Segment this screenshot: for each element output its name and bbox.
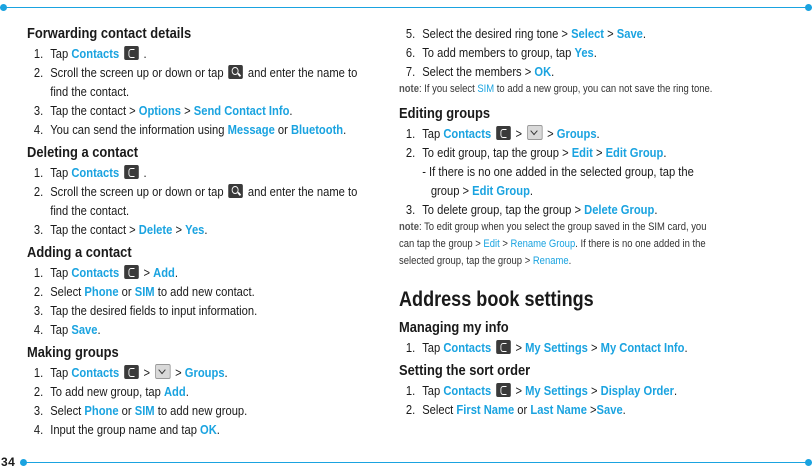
list-item: 2. Select Phone or SIM to add new contact.: [33, 284, 255, 299]
list-item: 1. Tap Contacts > My Settings > Display Order.: [405, 383, 678, 398]
heading-sort-order: Setting the sort order: [399, 362, 531, 379]
list-item: 1. Tap Contacts > > Groups.: [33, 365, 228, 380]
top-right-dot: [805, 4, 812, 11]
contacts-icon: [496, 340, 511, 354]
heading-managing-info: Managing my info: [399, 319, 509, 336]
list-item: 1. Tap Contacts .: [33, 46, 147, 61]
groups-steps: [27, 363, 387, 439]
list-item: 6. To add members to group, tap Yes.: [405, 45, 597, 60]
right-column: [399, 24, 779, 419]
list-item: 4. Tap Save.: [33, 322, 101, 337]
list-item: 3. To delete group, tap the group > Delete Group.: [405, 202, 658, 217]
note-ringtone: note: If you select SIM to add a new group, you can not save the ring tone.: [399, 83, 713, 95]
list-item: 2. Select First Name or Last Name >Save.: [405, 402, 626, 417]
top-rule: [0, 7, 812, 8]
heading-editing: Editing groups: [399, 105, 491, 122]
sub-step-line1: - If there is no one added in the selected group, tap the: [422, 164, 694, 179]
list-item: 4. You can send the information using Message or Bluetooth.: [33, 122, 347, 137]
note-edit-group: note: To edit group when you select the group saved in the SIM card, you can tap the group > Edit > Rename Group. If there is no one added in the selected group, tap the group > Rename.: [399, 221, 707, 267]
list-item: 2. To add new group, tap Add.: [33, 384, 189, 399]
list-item: 2. To edit group, tap the group > Edit > Edit Group.: [405, 145, 667, 160]
contacts-icon: [496, 383, 511, 397]
list-item: 2. Scroll the screen up or down or tap and enter the name to find the contact.: [33, 65, 358, 99]
contacts-icon: [124, 46, 139, 60]
sort-steps: [399, 381, 779, 419]
heading-groups: Making groups: [27, 344, 119, 361]
heading-adding: Adding a contact: [27, 244, 132, 261]
info-steps: [399, 338, 779, 357]
left-column: [27, 24, 387, 439]
list-item: 7. Select the members > OK.: [405, 64, 555, 79]
contacts-icon: [124, 265, 139, 279]
top-left-dot: [0, 4, 7, 11]
list-item: 3. Select Phone or SIM to add new group.: [33, 403, 248, 418]
editing-steps: [399, 124, 779, 162]
contacts-icon: [496, 126, 511, 140]
page-number: 34: [1, 455, 16, 469]
search-icon: [228, 184, 243, 198]
adding-steps: [27, 263, 387, 339]
sub-step-line2: group > Edit Group.: [430, 183, 534, 198]
bottom-rule: [22, 462, 812, 463]
search-icon: [228, 65, 243, 79]
bottom-left-dot: [20, 459, 27, 466]
down-arrow-icon: [155, 364, 170, 379]
list-item: 3. Tap the contact > Delete > Yes.: [33, 222, 208, 237]
deleting-steps: [27, 163, 387, 239]
heading-forwarding: Forwarding contact details: [27, 25, 192, 42]
list-item: 2. Scroll the screen up or down or tap and enter the name to find the contact.: [33, 184, 358, 218]
list-item: 1. Tap Contacts .: [33, 165, 147, 180]
contacts-icon: [124, 365, 139, 379]
list-item: 1. Tap Contacts > Add.: [33, 265, 178, 280]
forwarding-steps: [27, 44, 387, 139]
contacts-icon: [124, 165, 139, 179]
heading-deleting: Deleting a contact: [27, 144, 139, 161]
editing-steps-2: [399, 200, 779, 219]
bottom-right-dot: [805, 459, 812, 466]
list-item: 5. Select the desired ring tone > Select > Save.: [405, 26, 647, 41]
list-item: 3. Tap the desired fields to input information.: [33, 303, 258, 318]
down-arrow-icon: [527, 125, 542, 140]
list-item: 3. Tap the contact > Options > Send Contact Info.: [33, 103, 293, 118]
groups-steps-continued: [399, 24, 779, 81]
heading-address-book-settings: Address book settings: [399, 288, 594, 311]
list-item: 1. Tap Contacts > My Settings > My Contact Info.: [405, 340, 688, 355]
list-item: 1. Tap Contacts > > Groups.: [405, 126, 600, 141]
list-item: 4. Input the group name and tap OK.: [33, 422, 220, 437]
